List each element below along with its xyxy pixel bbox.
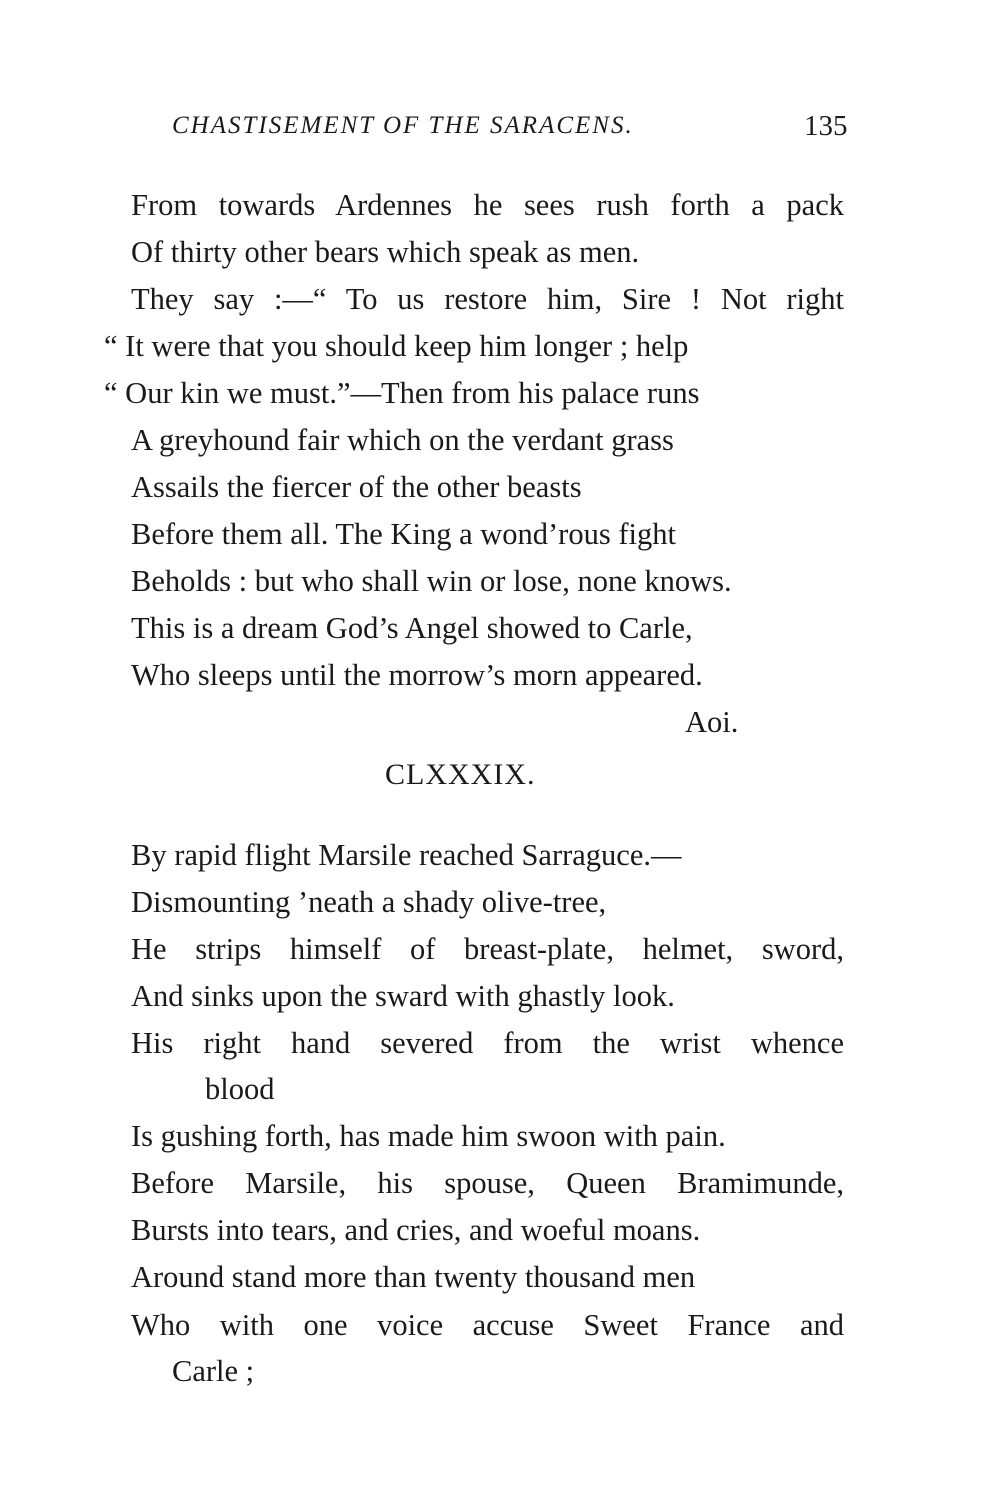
verse-line-continuation: blood bbox=[205, 1072, 275, 1106]
verse-line: His right hand severed from the wrist whence bbox=[131, 1026, 844, 1060]
verse-line: By rapid flight Marsile reached Sarraguce.— bbox=[131, 838, 682, 872]
verse-line: Is gushing forth, has made him swoon with pain. bbox=[131, 1119, 726, 1153]
verse-line: Beholds : but who shall win or lose, none knows. bbox=[131, 564, 732, 598]
verse-line: They say :—“ To us restore him, Sire ! Not right bbox=[131, 282, 844, 316]
verse-line: He strips himself of breast-plate, helmet, sword, bbox=[131, 932, 844, 966]
verse-line: A greyhound fair which on the verdant grass bbox=[131, 423, 674, 457]
refrain: Aoi. bbox=[685, 705, 739, 739]
section-heading: CLXXXIX. bbox=[385, 758, 536, 791]
verse-line: This is a dream God’s Angel showed to Carle, bbox=[131, 611, 693, 645]
verse-line: And sinks upon the sward with ghastly look. bbox=[131, 979, 675, 1013]
verse-line: Of thirty other bears which speak as men. bbox=[131, 235, 640, 269]
verse-line-continuation: Carle ; bbox=[172, 1354, 255, 1388]
verse-line: Bursts into tears, and cries, and woeful moans. bbox=[131, 1213, 701, 1247]
page-number: 135 bbox=[804, 110, 848, 142]
verse-line: Dismounting ’neath a shady olive-tree, bbox=[131, 885, 607, 919]
verse-line: Around stand more than twenty thousand men bbox=[131, 1260, 696, 1294]
running-title: CHASTISEMENT OF THE SARACENS. bbox=[172, 112, 634, 139]
verse-line: Who sleeps until the morrow’s morn appeared. bbox=[131, 658, 703, 692]
verse-line: “ Our kin we must.”—Then from his palace runs bbox=[104, 376, 700, 410]
verse-line: Assails the fiercer of the other beasts bbox=[131, 470, 582, 504]
verse-line: From towards Ardennes he sees rush forth a pack bbox=[131, 188, 844, 222]
verse-line: Before them all. The King a wond’rous fight bbox=[131, 517, 676, 551]
verse-line: Before Marsile, his spouse, Queen Bramimunde, bbox=[131, 1166, 844, 1200]
verse-line: “ It were that you should keep him longer ; help bbox=[104, 329, 689, 363]
verse-line: Who with one voice accuse Sweet France and bbox=[131, 1308, 844, 1342]
